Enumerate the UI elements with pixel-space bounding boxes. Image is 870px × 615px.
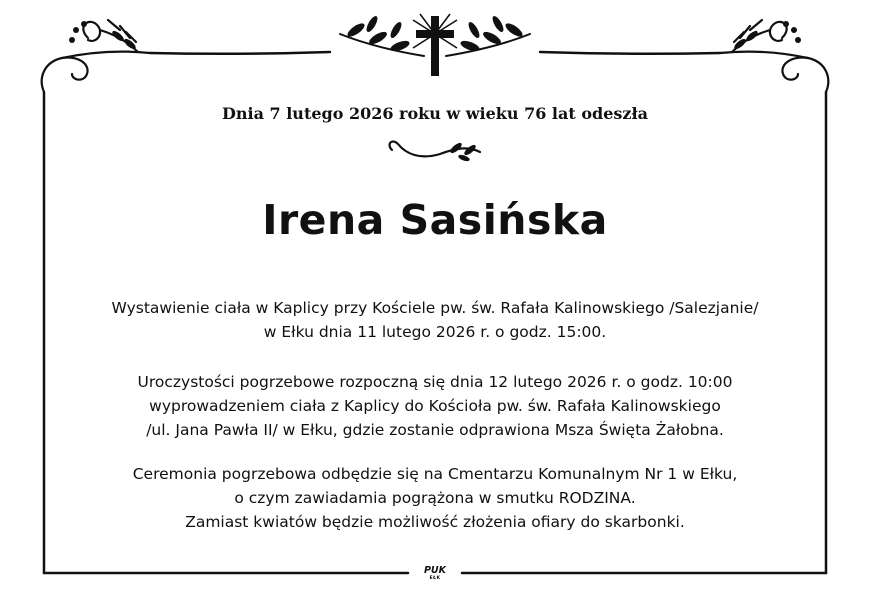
paragraph-ceremony: [44, 370, 826, 442]
paragraph-viewing: [44, 296, 826, 344]
paragraph-line: w Ełku dnia 11 lutego 2026 r. o godz. 15:00.: [263, 323, 607, 341]
swirl-ornament-left: [42, 20, 150, 92]
footer-logo-sub: EŁK: [429, 576, 441, 581]
paragraph-line: Uroczystości pogrzebowe rozpoczną się dnia 12 lutego 2026 r. o godz. 10:00: [137, 373, 733, 391]
paragraph-burial: [44, 462, 826, 534]
paragraph-line: Zamiast kwiatów będzie możliwość złożenia ofiary do skarbonki.: [185, 513, 685, 531]
intro-line: Dnia 7 lutego 2026 roku w wieku 76 lat odeszła: [222, 104, 648, 123]
footer-logo: PUK: [423, 565, 447, 576]
deceased-name: Irena Sasińska: [262, 196, 608, 244]
cross-icon: [413, 14, 457, 76]
swirl-ornament-right: [720, 20, 828, 92]
paragraph-line: Ceremonia pogrzebowa odbędzie się na Cmentarzu Komunalnym Nr 1 w Ełku,: [132, 465, 738, 483]
paragraph-line: /ul. Jana Pawła II/ w Ełku, gdzie zostanie odprawiona Msza Święta Żałobna.: [146, 421, 724, 439]
paragraph-line: wyprowadzeniem ciała z Kaplicy do Kościoła pw. św. Rafała Kalinowskiego: [149, 397, 721, 415]
paragraph-line: Wystawienie ciała w Kaplicy przy Kościele pw. św. Rafała Kalinowskiego /Salezjanie/: [111, 299, 759, 317]
paragraph-line: o czym zawiadamia pogrążona w smutku RODZINA.: [234, 489, 636, 507]
